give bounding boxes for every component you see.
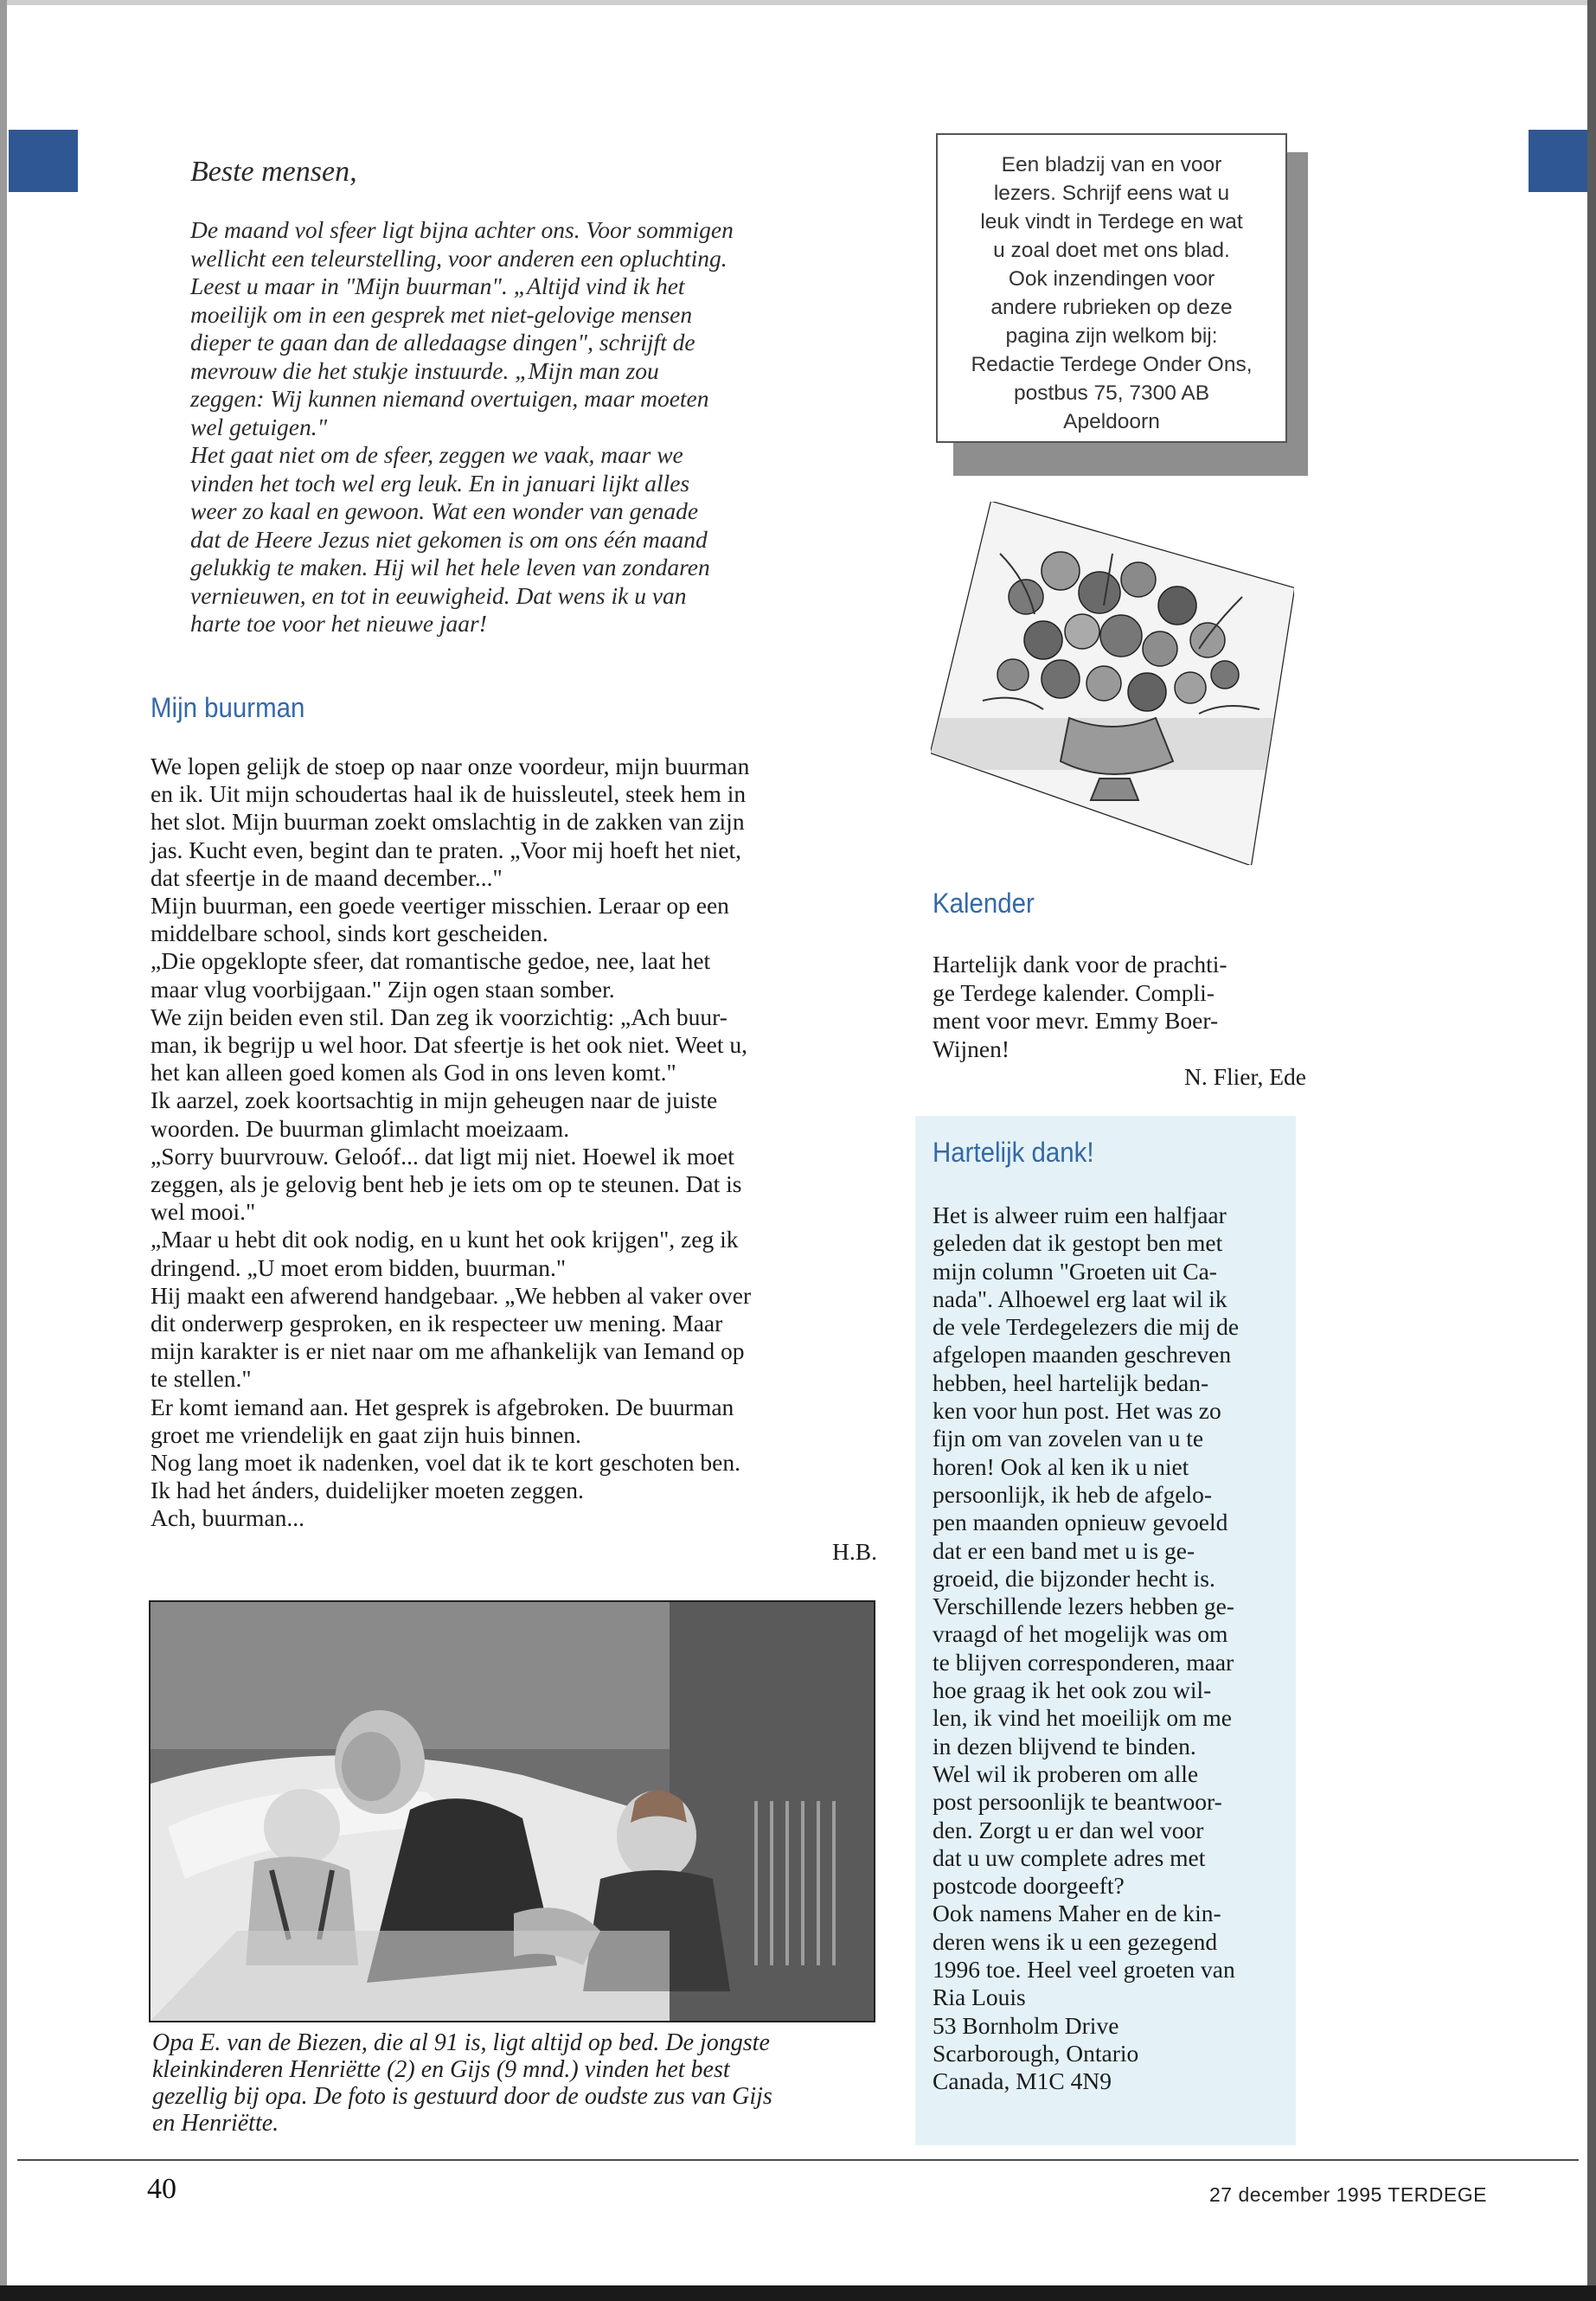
family-photo-image (151, 1602, 874, 2021)
caption-line: en Henriëtte. (152, 2110, 279, 2137)
dank-line: 1996 toe. Heel veel groeten van (933, 1956, 1235, 1984)
story-line: Nog lang moet ik nadenken, voel dat ik te kort geschoten ben. (151, 1449, 740, 1477)
page-number: 40 (147, 2173, 176, 2205)
dank-line: dat er een band met u is ge- (933, 1536, 1195, 1564)
scan-edge-top (0, 0, 1596, 5)
dank-line: Verschillende lezers hebben ge- (933, 1593, 1234, 1620)
kalender-line: Hartelijk dank voor de prachti- (933, 951, 1227, 977)
kalender-line: Wijnen! (933, 1035, 1010, 1062)
section-tab-right (1529, 130, 1587, 192)
story-heading: Mijn buurman (151, 692, 305, 723)
story-line: dit onderwerp gesproken, en ik respecteer uw mening. Maar (151, 1310, 723, 1337)
dank-line: Wel wil ik proberen om alle (933, 1759, 1199, 1787)
dank-line: nada". Alhoewel erg laat wil ik (933, 1285, 1227, 1312)
story-line: dat sfeertje in de maand december..." (151, 863, 503, 891)
notice-line: u zoal doet met ons blad. (993, 239, 1230, 262)
story-line: jas. Kucht even, begint dan te praten. „Voor mij hoeft het niet, (151, 836, 741, 863)
dank-line: postcode doorgeeft? (933, 1872, 1125, 1900)
intro-line: vinden het toch wel erg leuk. En in januari lijkt alles (190, 469, 690, 497)
story-line: maar vlug voorbijgaan." Zijn ogen staan somber. (151, 975, 615, 1003)
story-line: en ik. Uit mijn schoudertas haal ik de huissleutel, steek hem in (151, 780, 747, 808)
dank-heading: Hartelijk dank! (933, 1137, 1094, 1168)
dank-line: ken voor hun post. Het was zo (933, 1397, 1221, 1425)
dank-line: Canada, M1C 4N9 (933, 2067, 1112, 2095)
publication-date: 27 december 1995 TERDEGE (1209, 2183, 1487, 2206)
story-line: Hij maakt een afwerend handgebaar. „We hebben al vaker over (151, 1281, 752, 1309)
intro-line: dieper te gaan dan de alledaagse dingen", schrijft de (190, 329, 695, 356)
story-line: „Die opgeklopte sfeer, dat romantische gedoe, nee, laat het (151, 947, 711, 975)
story-line: Ach, buurman... (151, 1504, 304, 1532)
notice-line: andere rubrieken op deze (990, 296, 1233, 319)
scan-edge-bottom (0, 2285, 1596, 2301)
dank-line: afgelopen maanden geschreven (933, 1341, 1232, 1368)
intro-line: weer zo kaal en gewoon. Wat een wonder van genade (190, 497, 699, 524)
intro-line: harte toe voor het nieuwe jaar! (190, 610, 487, 637)
story-line: Ik aarzel, zoek koortsachtig in mijn geheugen naar de juiste (151, 1086, 718, 1114)
story-line: wel mooi." (151, 1198, 256, 1226)
intro-section (190, 156, 865, 638)
dank-line: dat u uw complete adres met (933, 1843, 1206, 1871)
dank-line: hoe graag ik het ook zou wil- (933, 1676, 1212, 1704)
intro-line: Leest u maar in "Mijn buurman". „Altijd vind ik het (190, 272, 685, 299)
flower-vase-drawing (931, 502, 1294, 865)
kalender-heading: Kalender (933, 888, 1035, 919)
dank-section (933, 1137, 1296, 2096)
notice-line: Apeldoorn (1063, 410, 1160, 433)
notice-line: Redactie Terdege Onder Ons, (971, 353, 1253, 376)
story-line: woorden. De buurman glimlacht moeizaam. (151, 1114, 570, 1142)
story-body (151, 753, 877, 1566)
story-line: te stellen." (151, 1365, 252, 1393)
scan-edge-left (0, 0, 7, 2301)
story-line: „Sorry buurvrouw. Geloóf... dat ligt mij niet. Hoewel ik moet (151, 1142, 734, 1170)
notice-line: pagina zijn welkom bij: (1005, 324, 1218, 348)
dank-line: pen maanden opnieuw gevoeld (933, 1509, 1228, 1536)
story-line: We zijn beiden even stil. Dan zeg ik voorzichtig: „Ach buur- (151, 1003, 727, 1030)
dank-line: groeid, die bijzonder hecht is. (933, 1564, 1215, 1592)
caption-line: gezellig bij opa. De foto is gestuurd door de oudste zus van Gijs (152, 2083, 772, 2110)
intro-line: wel getuigen." (190, 413, 328, 440)
dank-line: den. Zorgt u er dan wel voor (933, 1816, 1204, 1843)
dank-line: fijn om van zovelen van u te (933, 1425, 1204, 1452)
story-line: We lopen gelijk de stoep op naar onze voordeur, mijn buurman (151, 753, 750, 779)
dank-line: in dezen blijvend te binden. (933, 1732, 1196, 1759)
dank-line: vraagd of het mogelijk was om (933, 1620, 1228, 1648)
intro-line: vernieuwen, en tot in eeuwigheid. Dat wens ik u van (190, 581, 687, 609)
dank-line: de vele Terdegelezers die mij de (933, 1313, 1240, 1341)
story-line: Mijn buurman, een goede veertiger misschien. Leraar op een (151, 892, 729, 920)
dank-line: post persoonlijk te beantwoor- (933, 1788, 1222, 1816)
intro-line: dat de Heere Jezus niet gekomen is om ons één maand (190, 525, 708, 553)
story-signature: H.B. (832, 1537, 877, 1565)
intro-line: Het gaat niet om de sfeer, zeggen we vaak, maar we (190, 441, 683, 468)
dank-line: mijn column "Groeten uit Ca- (933, 1257, 1217, 1285)
caption-line: Opa E. van de Biezen, die al 91 is, ligt altijd op bed. De jongste (152, 2029, 770, 2056)
dank-line: hebben, heel hartelijk bedan- (933, 1368, 1209, 1396)
intro-line: wellicht een teleurstelling, voor anderen een opluchting. (190, 244, 727, 272)
story-line: het slot. Mijn buurman zoekt omslachtig in de zakken van zijn (151, 808, 745, 836)
kalender-line: ge Terdege kalender. Compli- (933, 978, 1215, 1006)
dank-line: horen! Ook al ken ik u niet (933, 1452, 1189, 1480)
footer-rule (17, 2159, 1579, 2161)
intro-line: gelukkig te maken. Hij wil het hele leven van zondaren (190, 554, 710, 580)
section-tab-left (9, 130, 78, 192)
notice-line: leuk vindt in Terdege en wat (980, 210, 1243, 234)
flower-illustration (931, 502, 1294, 865)
dank-line: len, ik vind het moeilijk om me (933, 1704, 1232, 1732)
notice-line: lezers. Schrijf eens wat u (993, 182, 1230, 205)
intro-line: mevrouw die het stukje instuurde. „Mijn man zou (190, 356, 659, 384)
intro-line: moeilijk om in een gesprek met niet-gelovige mensen (190, 300, 693, 328)
dank-line: deren wens ik u een gezegend (933, 1927, 1218, 1955)
story-line: Er komt iemand aan. Het gesprek is afgebroken. De buurman (151, 1393, 734, 1420)
notice-line: Een bladzij van en voor (1001, 153, 1222, 176)
dank-line: te blijven corresponderen, maar (933, 1648, 1234, 1676)
story-line: „Maar u hebt dit ook nodig, en u kunt het ook krijgen", zeg ik (151, 1226, 739, 1253)
caption-line: kleinkinderen Henriëtte (2) en Gijs (9 mnd.) vinden het best (152, 2056, 730, 2083)
kalender-section (933, 888, 1306, 1092)
dank-line: Het is alweer ruim een halfjaar (933, 1202, 1227, 1228)
photo-caption (152, 2029, 879, 2137)
dank-line: geleden dat ik gestopt ben met (933, 1229, 1223, 1257)
story-line: man, ik begrijp u wel hoor. Dat sfeertje is het ook niet. Weet u, (151, 1031, 747, 1059)
intro-greeting: Beste mensen, (190, 156, 357, 188)
notice-line: postbus 75, 7300 AB (1013, 381, 1210, 405)
dank-line: Scarborough, Ontario (933, 2039, 1139, 2067)
kalender-line: ment voor mevr. Emmy Boer- (933, 1007, 1219, 1034)
story-line: mijn karakter is er niet naar om me afhankelijk van Iemand op (151, 1337, 745, 1365)
story-line: dringend. „U moet erom bidden, buurman." (151, 1253, 567, 1281)
intro-line: zeggen: Wij kunnen niemand overtuigen, maar moeten (190, 385, 709, 412)
notice-box (936, 133, 1287, 443)
dank-line: 53 Bornholm Drive (933, 2011, 1119, 2039)
dank-line: persoonlijk, ik heb de afgelo- (933, 1480, 1213, 1508)
story-line: middelbare school, sinds kort gescheiden. (151, 920, 548, 947)
dank-line: Ria Louis (933, 1984, 1026, 2011)
dank-line: Ook namens Maher en de kin- (933, 1900, 1221, 1927)
family-photo (149, 1600, 875, 2022)
story-line: zeggen, als je gelovig bent heb je iets om op te steunen. Dat is (151, 1170, 742, 1198)
story-line: Ik had het ánders, duidelijker moeten zeggen. (151, 1477, 584, 1504)
kalender-signature: N. Flier, Ede (1184, 1063, 1306, 1090)
scan-edge-right (1587, 0, 1596, 2301)
intro-line: De maand vol sfeer ligt bijna achter ons. Voor sommigen (190, 216, 734, 243)
notice-line: Ook inzendingen voor (1008, 267, 1215, 291)
story-line: groet me vriendelijk en gaat zijn huis binnen. (151, 1420, 581, 1448)
story-line: het kan alleen goed komen als God in ons leven komt." (151, 1059, 676, 1086)
